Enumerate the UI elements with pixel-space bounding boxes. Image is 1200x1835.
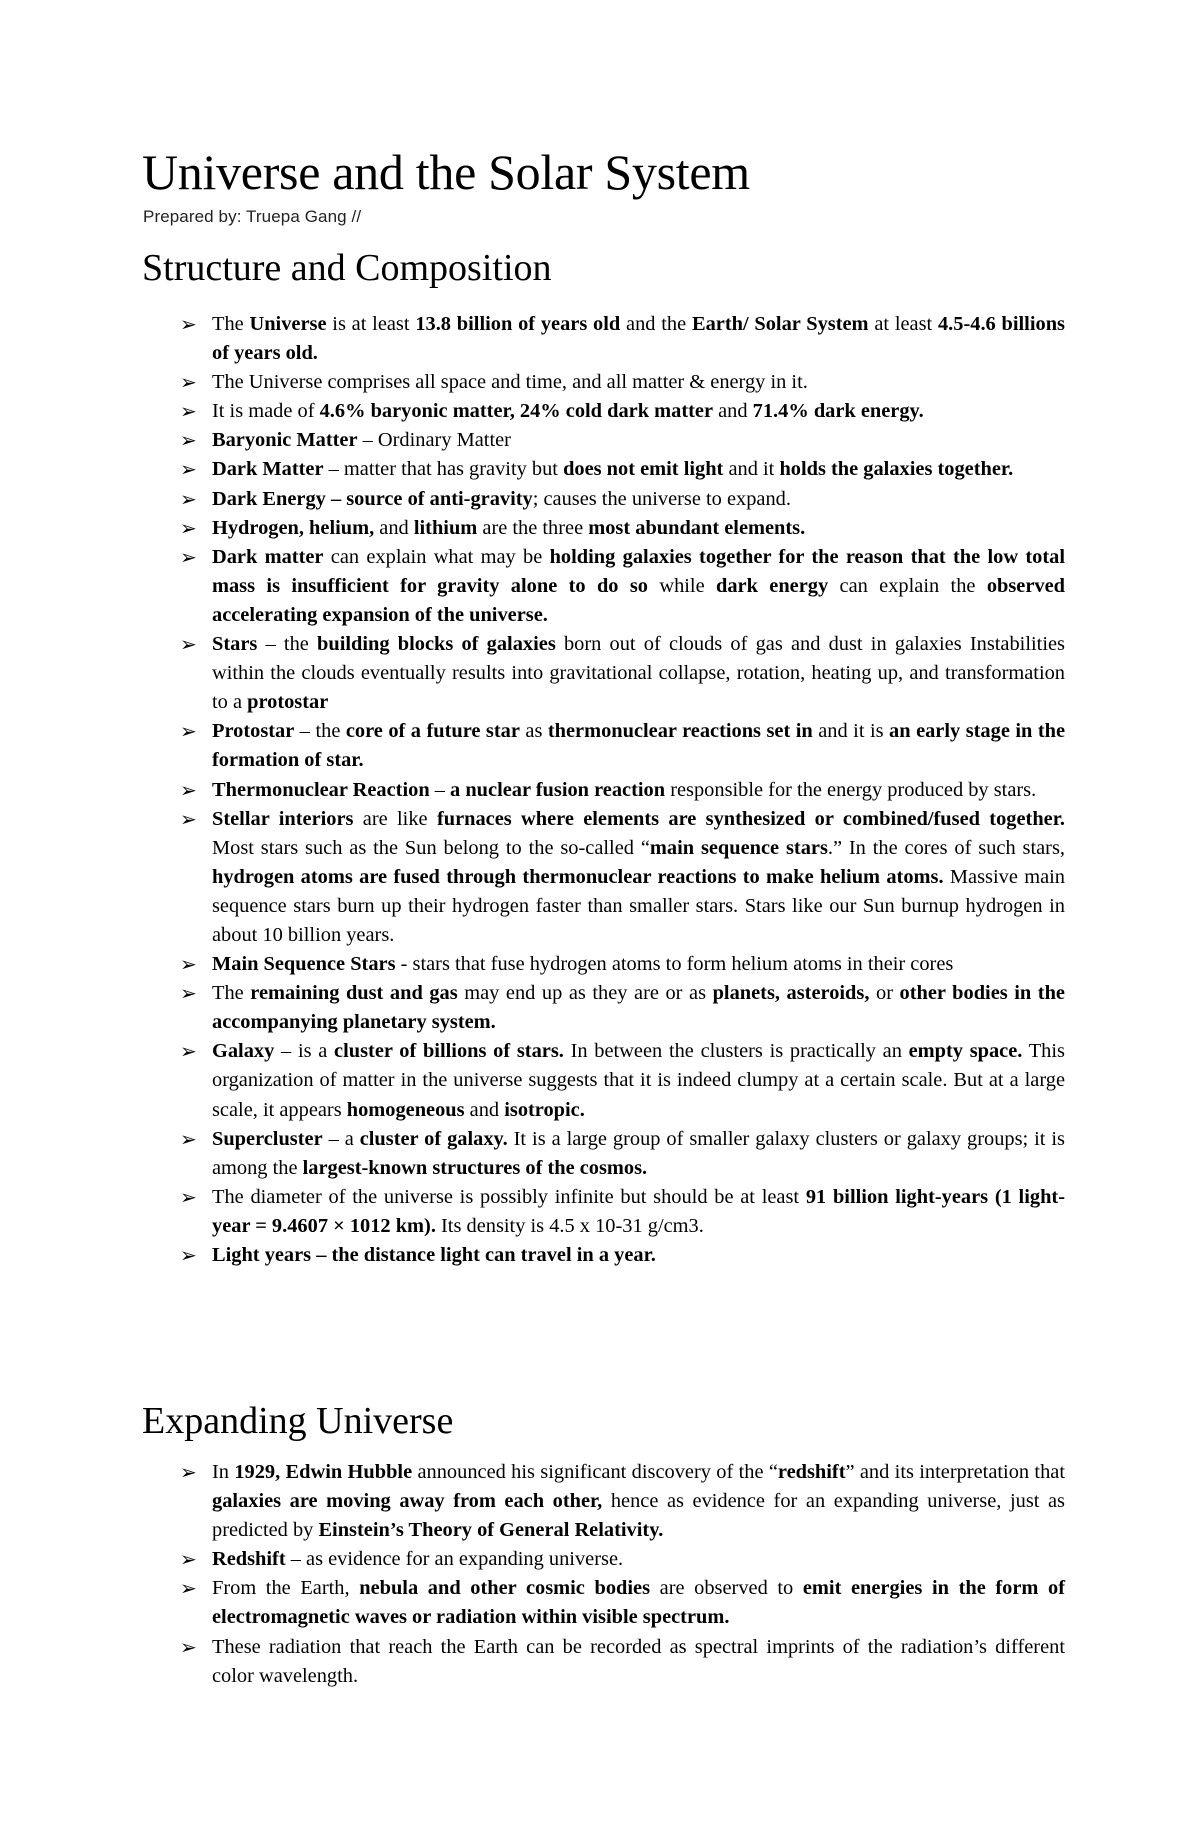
body-text: born out of clouds of gas and dust in galaxies Instabilities within the clouds eventually results into gravitational collapse, rotation, heating up, and transformation to a — [212, 633, 1065, 714]
body-text: These radiation that reach the Earth can be recorded as spectral imprints of the radiation’s different color wavelength. — [212, 1635, 1065, 1687]
bold-text: nebula and other cosmic bodies — [359, 1577, 651, 1600]
bold-text: Baryonic Matter — [212, 429, 358, 452]
body-text: The Universe comprises all space and time, and all matter & energy in it. — [212, 371, 808, 394]
section-heading-expanding: Expanding Universe — [142, 1400, 454, 1442]
bold-text: protostar — [247, 691, 329, 714]
body-text: as — [519, 720, 548, 743]
bold-text: empty space. — [908, 1040, 1023, 1063]
bold-text: core of a future star — [345, 720, 520, 743]
list-item — [142, 1241, 1065, 1270]
arrow-bullet-icon: ➢ — [180, 1243, 197, 1267]
bold-text: thermonuclear reactions set in — [547, 720, 813, 743]
bold-text: holds the galaxies together. — [779, 458, 1014, 481]
bold-text: Stars — [212, 633, 258, 656]
document-title: Universe and the Solar System — [142, 144, 750, 200]
bold-text: furnaces where elements are synthesized or combined/fused together. — [436, 807, 1065, 830]
body-text: may end up as they are or as — [457, 982, 713, 1005]
body-text: Massive main sequence stars burn up their hydrogen faster than smaller stars. Stars like our Sun burnup hydrogen in about 10 billion years. — [212, 865, 1065, 946]
body-text: – is a — [274, 1040, 335, 1063]
arrow-bullet-icon: ➢ — [180, 719, 197, 744]
list-item — [142, 485, 1065, 514]
bold-text: an early stage in the formation of star. — [212, 720, 1066, 772]
body-text: In — [212, 1461, 235, 1483]
arrow-bullet-icon: ➢ — [180, 981, 197, 1006]
bold-text: other bodies in the accompanying planetary system. — [212, 982, 1065, 1034]
bold-text: cluster of billions of stars. — [334, 1040, 564, 1063]
arrow-bullet-icon: ➢ — [180, 486, 197, 511]
section-heading-structure: Structure and Composition — [142, 247, 552, 289]
bullet-list-expanding — [142, 1458, 1065, 1691]
body-text: In between the clusters is practically an — [563, 1040, 909, 1063]
bold-text: Hydrogen, helium, — [212, 516, 375, 539]
bold-text: cluster of galaxy. — [359, 1127, 508, 1150]
arrow-bullet-icon: ➢ — [180, 312, 197, 336]
body-text: at least — [868, 313, 938, 335]
body-text: Most stars such as the Sun belong to the so-called “ — [212, 836, 650, 859]
body-text: The — [212, 982, 251, 1005]
list-item — [142, 1125, 1065, 1183]
body-text: and — [374, 516, 414, 539]
body-text: ” and its interpretation that — [845, 1461, 1066, 1483]
arrow-bullet-icon: ➢ — [180, 1634, 197, 1659]
body-text: The diameter of the universe is possibly infinite but should be at least — [212, 1185, 806, 1208]
body-text: ; causes the universe to expand. — [532, 487, 791, 510]
arrow-bullet-icon: ➢ — [180, 544, 197, 569]
bold-text: dark energy — [716, 574, 829, 597]
bold-text: Thermonuclear Reaction — [212, 778, 430, 801]
list-item — [142, 1574, 1065, 1632]
body-text: – the — [294, 720, 346, 743]
body-text: It is a large group of smaller galaxy clusters or galaxy groups; it is among the — [212, 1127, 1065, 1179]
arrow-bullet-icon: ➢ — [180, 632, 197, 657]
list-item — [142, 1037, 1065, 1124]
body-text: – Ordinary Matter — [357, 429, 511, 452]
body-text: and it — [723, 458, 780, 481]
body-text: – as evidence for an expanding universe. — [285, 1548, 624, 1571]
list-item — [142, 543, 1065, 630]
bold-text: galaxies are moving away from each other, — [212, 1490, 603, 1513]
bold-text: Einstein’s Theory of General Relativity. — [318, 1519, 664, 1542]
body-text: - stars that fuse hydrogen atoms to form helium atoms in their cores — [395, 953, 954, 976]
bold-text: hydrogen atoms are fused through thermonuclear reactions to make helium atoms. — [212, 865, 944, 888]
arrow-bullet-icon: ➢ — [180, 1547, 197, 1572]
body-text: From the Earth, — [212, 1577, 360, 1600]
bold-text: 4.5-4.6 billions of years old. — [212, 313, 1065, 365]
body-text: and — [713, 400, 753, 423]
bold-text: planets, asteroids, — [712, 982, 870, 1005]
bold-text: Supercluster — [212, 1127, 323, 1150]
bold-text: main sequence stars — [649, 836, 828, 859]
arrow-bullet-icon: ➢ — [180, 428, 197, 453]
bold-text: most abundant elements. — [588, 516, 806, 539]
bold-text: Galaxy — [212, 1040, 275, 1063]
list-item — [142, 1458, 1065, 1545]
body-text: – a — [322, 1127, 360, 1150]
body-text: .” In the cores of such stars, — [827, 836, 1065, 859]
body-text: This organization of matter in the universe suggests that it is indeed clumpy at a certain scale. But at a large scale, it appears — [212, 1040, 1065, 1121]
list-item — [142, 717, 1065, 775]
bold-text: Redshift — [212, 1548, 286, 1571]
arrow-bullet-icon: ➢ — [180, 399, 197, 424]
body-text: while — [647, 574, 716, 597]
bold-text: holding galaxies together for the reason that the low total mass is insufficient for gravity alone to do so — [212, 545, 1065, 597]
bold-text: 4.6% baryonic matter, 24% cold dark matter — [319, 400, 713, 423]
bold-text: 13.8 billion of years old — [415, 313, 621, 335]
list-item — [142, 368, 1065, 397]
body-text: – the — [257, 633, 318, 656]
body-text: announced his significant discovery of the “ — [412, 1461, 778, 1483]
bold-text: Dark matter — [212, 545, 324, 568]
bold-text: Light years – the distance light can travel in a year. — [212, 1244, 656, 1266]
bold-text: Dark Energy – source of anti-gravity — [212, 487, 533, 510]
arrow-bullet-icon: ➢ — [180, 777, 197, 802]
bold-text: Earth/ Solar System — [691, 313, 869, 335]
list-item — [142, 776, 1065, 805]
list-item — [142, 1633, 1065, 1691]
list-item — [142, 310, 1065, 368]
arrow-bullet-icon: ➢ — [180, 1126, 197, 1151]
bold-text: largest-known structures of the cosmos. — [302, 1156, 648, 1179]
list-item — [142, 426, 1065, 455]
body-text: and — [464, 1098, 505, 1121]
list-item — [142, 805, 1065, 950]
body-text: Its density is 4.5 x 10-31 g/cm3. — [435, 1214, 704, 1237]
body-text: can explain what may be — [323, 545, 550, 568]
body-text: are like — [353, 807, 437, 830]
bold-text: remaining dust and gas — [250, 982, 458, 1005]
arrow-bullet-icon: ➢ — [180, 806, 197, 831]
list-item — [142, 979, 1065, 1037]
bold-text: does not emit light — [563, 458, 724, 481]
arrow-bullet-icon: ➢ — [180, 952, 197, 977]
body-text: – — [429, 778, 451, 801]
bold-text: Stellar interiors — [212, 807, 354, 830]
body-text: It is made of — [212, 400, 320, 423]
author-byline: Prepared by: Truepa Gang // — [143, 207, 362, 226]
bold-text: building blocks of galaxies — [317, 633, 556, 656]
bold-text: emit energies in the form of electromagnetic waves or radiation within visible spectrum. — [212, 1577, 1066, 1629]
bold-text: 71.4% dark energy. — [752, 400, 924, 423]
bold-text: Main Sequence Stars — [212, 953, 396, 976]
body-text: hence as evidence for an expanding universe, just as predicted by — [212, 1490, 1065, 1542]
body-text: are the three — [477, 516, 589, 539]
arrow-bullet-icon: ➢ — [180, 370, 197, 395]
body-text: are observed to — [650, 1577, 803, 1600]
body-text: and the — [620, 313, 692, 335]
arrow-bullet-icon: ➢ — [180, 1576, 197, 1601]
bold-text: Universe — [249, 313, 327, 335]
body-text: The — [212, 313, 250, 335]
list-item — [142, 514, 1065, 543]
bold-text: 1929, Edwin Hubble — [234, 1461, 413, 1483]
arrow-bullet-icon: ➢ — [180, 1184, 197, 1209]
list-item — [142, 397, 1065, 426]
bold-text: lithium — [413, 516, 478, 539]
list-item — [142, 950, 1065, 979]
list-item — [142, 630, 1065, 717]
bold-text: 91 billion light-years (1 light-year = 9.4607 × 1012 km). — [212, 1185, 1066, 1237]
bold-text: redshift — [777, 1461, 846, 1483]
bullet-list-structure — [142, 310, 1065, 1270]
list-item — [142, 1183, 1065, 1241]
bold-text: Protostar — [212, 720, 295, 743]
arrow-bullet-icon: ➢ — [180, 457, 197, 482]
bold-text: homogeneous — [346, 1098, 465, 1121]
arrow-bullet-icon: ➢ — [180, 1460, 197, 1484]
body-text: – matter that has gravity but — [323, 458, 564, 481]
body-text: can explain the — [828, 574, 987, 597]
body-text: and it is — [812, 720, 890, 743]
list-item — [142, 455, 1065, 484]
bold-text: observed accelerating expansion of the universe. — [212, 574, 1065, 626]
body-text: responsible for the energy produced by stars. — [665, 778, 1037, 801]
bold-text: Dark Matter — [212, 458, 324, 481]
list-item — [142, 1545, 1065, 1574]
arrow-bullet-icon: ➢ — [180, 1039, 197, 1064]
body-text: or — [869, 982, 900, 1005]
bold-text: a nuclear fusion reaction — [450, 778, 666, 801]
body-text: is at least — [326, 313, 416, 335]
arrow-bullet-icon: ➢ — [180, 515, 197, 540]
bold-text: isotropic. — [504, 1098, 585, 1121]
